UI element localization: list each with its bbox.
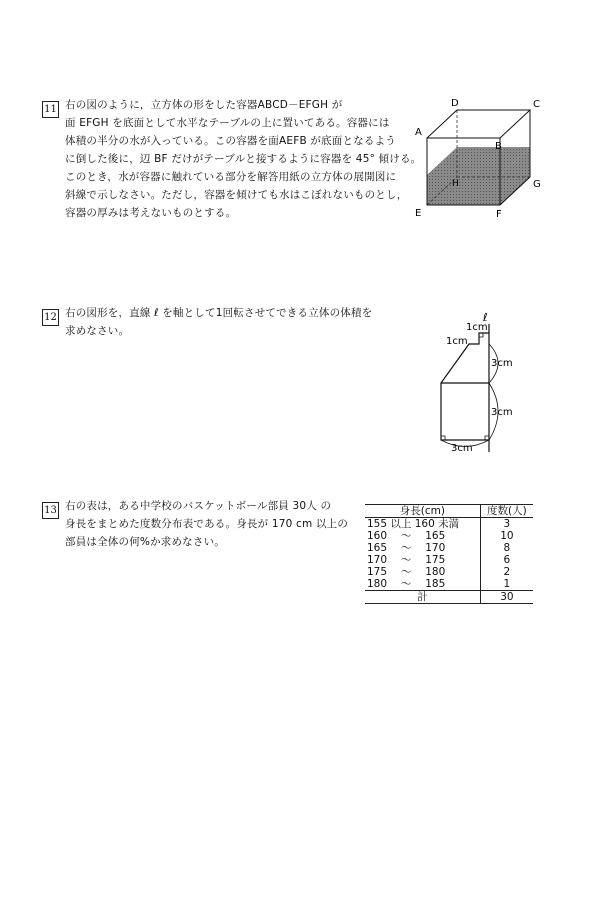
vertex-label-e: E xyxy=(415,208,422,219)
problem-13-text xyxy=(65,497,348,551)
table-header-row xyxy=(365,505,533,518)
problem-13-line: 右の表は，ある中学校のバスケットボール部員 30人 の xyxy=(65,500,332,512)
dim-label-top: 1cm xyxy=(466,322,488,333)
vertex-label-d: D xyxy=(451,98,459,109)
problem-11-line: に倒した後に，辺 BF だけがテーブルと接するように容器を 45° 傾ける。 xyxy=(65,153,422,165)
problem-11-line: 面 EFGH を底面として水平なテーブルの上に置いてある。容器には xyxy=(65,117,390,129)
vertex-label-b: B xyxy=(495,141,502,152)
header-frequency: 度数(人) xyxy=(480,505,533,518)
problem-11-line: 右の図のように，立方体の形をした容器ABCD－EFGH が xyxy=(65,99,343,111)
shape-outline xyxy=(441,333,489,440)
axis-label: ℓ xyxy=(483,311,488,324)
vertex-label-h: H xyxy=(452,179,459,189)
problem-11-line: 容器の厚みは考えないものとする。 xyxy=(65,207,237,219)
class-interval: 165 ～ 170 xyxy=(367,542,446,554)
table-row xyxy=(365,542,533,554)
class-interval: 175 ～ 180 xyxy=(367,566,446,578)
problem-number-12: 12 xyxy=(42,309,59,326)
frequency-table xyxy=(365,504,533,604)
problem-number-11: 11 xyxy=(42,101,59,118)
problem-11-line: このとき，水が容器に触れている部分を解答用紙の立方体の展開図に xyxy=(65,171,397,183)
dim-label-step: 1cm xyxy=(446,336,468,347)
header-height: 身長(cm) xyxy=(365,505,480,518)
vertex-label-f: F xyxy=(496,209,502,220)
frequency-value: 1 xyxy=(480,578,533,591)
problem-11-line: 斜線で示しなさい。ただし，容器を傾けても水はこぼれないものとし， xyxy=(65,189,408,201)
class-interval: 160 ～ 165 xyxy=(367,530,446,542)
problem-11-line: 体積の半分の水が入っている。この容器を面AEFB が底面となるよう xyxy=(65,135,396,147)
vertex-label-a: A xyxy=(415,127,422,138)
table-total-row xyxy=(365,591,533,604)
dim-label-lower: 3cm xyxy=(491,407,513,418)
problem-12-line: 求めなさい。 xyxy=(65,325,130,337)
table-row xyxy=(365,554,533,566)
table-row xyxy=(365,518,533,531)
table-row xyxy=(365,530,533,542)
problem-12-text xyxy=(65,304,372,340)
frequency-value: 8 xyxy=(480,542,533,554)
rotation-figure xyxy=(425,310,535,460)
problem-number-13: 13 xyxy=(42,502,59,519)
total-value: 30 xyxy=(480,591,533,604)
total-label: 計 xyxy=(365,591,480,604)
frequency-value: 6 xyxy=(480,554,533,566)
vertex-label-g: G xyxy=(533,179,541,190)
table-row xyxy=(365,566,533,578)
class-interval: 170 ～ 175 xyxy=(367,554,446,566)
table-row xyxy=(365,578,533,591)
problem-13-line: 身長をまとめた度数分布表である。身長が 170 cm 以上の xyxy=(65,518,349,530)
class-interval: 155 以上 160 未満 xyxy=(367,518,460,530)
vertex-label-c: C xyxy=(533,99,540,110)
frequency-value: 3 xyxy=(480,518,533,531)
frequency-value: 10 xyxy=(480,530,533,542)
problem-12-line: 右の図形を，直線 ℓ を軸として1回転させてできる立体の体積を xyxy=(65,307,373,319)
frequency-value: 2 xyxy=(480,566,533,578)
dim-label-bottom: 3cm xyxy=(451,443,473,454)
dim-label-upper: 3cm xyxy=(491,358,513,369)
class-interval: 180 ～ 185 xyxy=(367,578,446,590)
cube-figure xyxy=(405,95,565,225)
water-front-face xyxy=(427,175,500,205)
problem-11-text xyxy=(65,96,421,222)
problem-13-line: 部員は全体の何%か求めなさい。 xyxy=(65,536,225,548)
